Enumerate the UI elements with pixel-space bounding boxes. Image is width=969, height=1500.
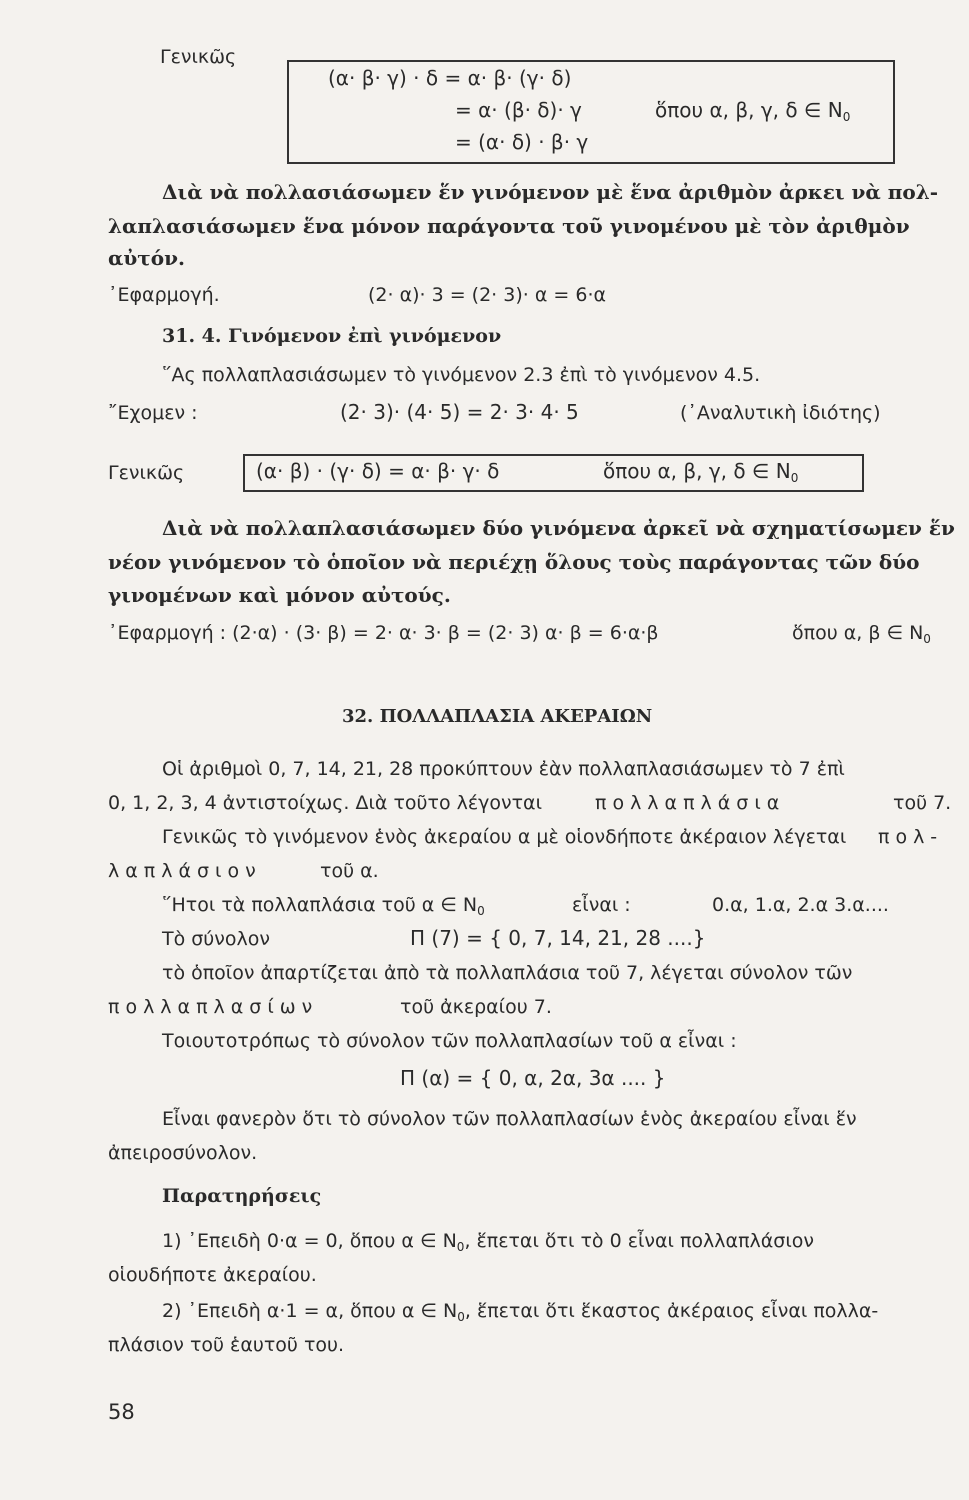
s32-p1-line2a: 0, 1, 2, 3, 4 ἀντιστοίχως. Διὰ τοῦτο λέγονται <box>108 792 542 814</box>
s32-term-multiples-2: πολλαπλασίων <box>108 996 319 1018</box>
s32-p4-line1: τὸ ὁποῖον ἀπαρτίζεται ἀπὸ τὰ πολλαπλάσια τοῦ 7, λέγεται σύνολον τῶν <box>162 962 853 984</box>
application-expr-2: ᾿Εφαρμογή : (2·α) · (3· β) = 2· α· 3· β = (2· 3) α· β = 6·α·β <box>108 622 659 644</box>
application-cond-2: ὅπου α, β ∈ $N_0$ <box>792 622 931 646</box>
s32-p6-line2: ἀπειροσύνολον. <box>108 1142 258 1164</box>
have-note: (᾿Αναλυτικὴ ἰδιότης) <box>680 402 881 424</box>
rule2-line2: νέον γινόμενον τὸ ὁποῖον νὰ περιέχῃ ὅλους τοὺς παράγοντας τῶν δύο <box>108 550 920 574</box>
note2-line1: 2) ᾿Επειδὴ α·1 = α, ὅπου α ∈ $N_0$, ἕπεται ὅτι ἕκαστος ἀκέραιος εἶναι πολλα- <box>162 1300 879 1324</box>
application-expr-1: (2· α)· 3 = (2· 3)· α = 6·α <box>368 284 607 306</box>
s32-p2a: ῞Ητοι τὰ πολλαπλάσια τοῦ α ∈ $N_0$ <box>162 894 485 918</box>
application-label-1: ᾿Εφαρμογή. <box>108 284 220 306</box>
rule2-line3: γινομένων καὶ μόνον αὐτούς. <box>108 583 451 607</box>
notes-heading: Παρατηρήσεις <box>162 1185 322 1207</box>
rule2-line1: Διὰ νὰ πολλαπλασιάσωμεν δύο γινόμενα ἀρκεῖ νὰ σχηματίσωμεν ἕν <box>162 516 955 540</box>
s32-p1-line3b: πολ- <box>878 826 944 848</box>
general-cond-2: ὅπου α, β, γ, δ ∈ $N_0$ <box>603 459 799 485</box>
s32-set-pa: Π (α) = { 0, α, 2α, 3α .... } <box>400 1066 666 1090</box>
general-expr-2: (α· β) · (γ· δ) = α· β· γ· δ <box>256 459 500 483</box>
s32-p1-line1: Οἱ ἀριθμοὶ 0, 7, 14, 21, 28 προκύπτουν ἐὰν πολλαπλασιάσωμεν τὸ 7 ἐπὶ <box>162 758 845 780</box>
s32-p5: Τοιουτοτρόπως τὸ σύνολον τῶν πολλαπλασίων τοῦ α εἶναι : <box>162 1030 737 1052</box>
formula-line-1: (α· β· γ) · δ = α· β· (γ· δ) <box>328 66 572 90</box>
section-32-heading: 32. ΠΟΛΛΑΠΛΑΣΙΑ ΑΚΕΡΑΙΩΝ <box>342 706 653 727</box>
s32-term-multiple: λαπλάσιον <box>108 860 262 882</box>
formula-line-2-condition: ὅπου α, β, γ, δ ∈ $N_0$ <box>655 98 851 124</box>
formula-line-3: = (α· δ) · β· γ <box>455 130 589 154</box>
page-number: 58 <box>108 1400 135 1424</box>
rule1-line3: αὐτόν. <box>108 246 185 270</box>
s32-term-multiples: πολλαπλάσια <box>595 792 786 814</box>
section-31-4-title: 31. 4. Γινόμενον ἐπὶ γινόμενον <box>162 325 502 347</box>
note1-line1: 1) ᾿Επειδὴ 0·α = 0, ὅπου α ∈ $N_0$, ἕπεται ὅτι τὸ 0 εἶναι πολλαπλάσιον <box>162 1230 814 1254</box>
s32-set-p7: Π (7) = { 0, 7, 14, 21, 28 ....} <box>410 926 706 950</box>
s32-p3a: Τὸ σύνολον <box>162 928 271 950</box>
s32-p1-line4b: τοῦ α. <box>320 860 379 882</box>
section-31-4-intro: ῞Ας πολλαπλασιάσωμεν τὸ γινόμενον 2.3 ἐπὶ τὸ γινόμενον 4.5. <box>162 364 761 386</box>
rule1-line1: Διὰ νὰ πολλασιάσωμεν ἕν γινόμενον μὲ ἕνα ἀριθμὸν ἀρκει νὰ πολ- <box>162 180 939 204</box>
s32-p6-line1: Εἶναι φανερὸν ὅτι τὸ σύνολον τῶν πολλαπλασίων ἑνὸς ἀκεραίου εἶναι ἕν <box>162 1108 857 1130</box>
general-label-2: Γενικῶς <box>108 462 185 484</box>
note2-line2: πλάσιον τοῦ ἑαυτοῦ του. <box>108 1334 345 1356</box>
note1-line2: οἱουδήποτε ἀκεραίου. <box>108 1264 317 1286</box>
have-expr: (2· 3)· (4· 5) = 2· 3· 4· 5 <box>340 400 579 424</box>
formula-line-2: = α· (β· δ)· γ <box>455 98 582 122</box>
s32-p4-line2b: τοῦ ἀκεραίου 7. <box>400 996 552 1018</box>
s32-p2b: εἶναι : <box>572 894 631 916</box>
general-label-top: Γενικῶς <box>160 46 237 68</box>
s32-p1-line2c: τοῦ 7. <box>893 792 952 814</box>
s32-p2c: 0.α, 1.α, 2.α 3.α.... <box>712 894 889 916</box>
have-label: ῎Εχομεν : <box>108 402 198 424</box>
rule1-line2: λαπλασιάσωμεν ἕνα μόνον παράγοντα τοῦ γινομένου μὲ τὸν ἀριθμὸν <box>108 214 910 238</box>
s32-p1-line3: Γενικῶς τὸ γινόμενον ἑνὸς ἀκεραίου α μὲ οἱονδήποτε ἀκέραιον λέγεται <box>162 826 847 848</box>
